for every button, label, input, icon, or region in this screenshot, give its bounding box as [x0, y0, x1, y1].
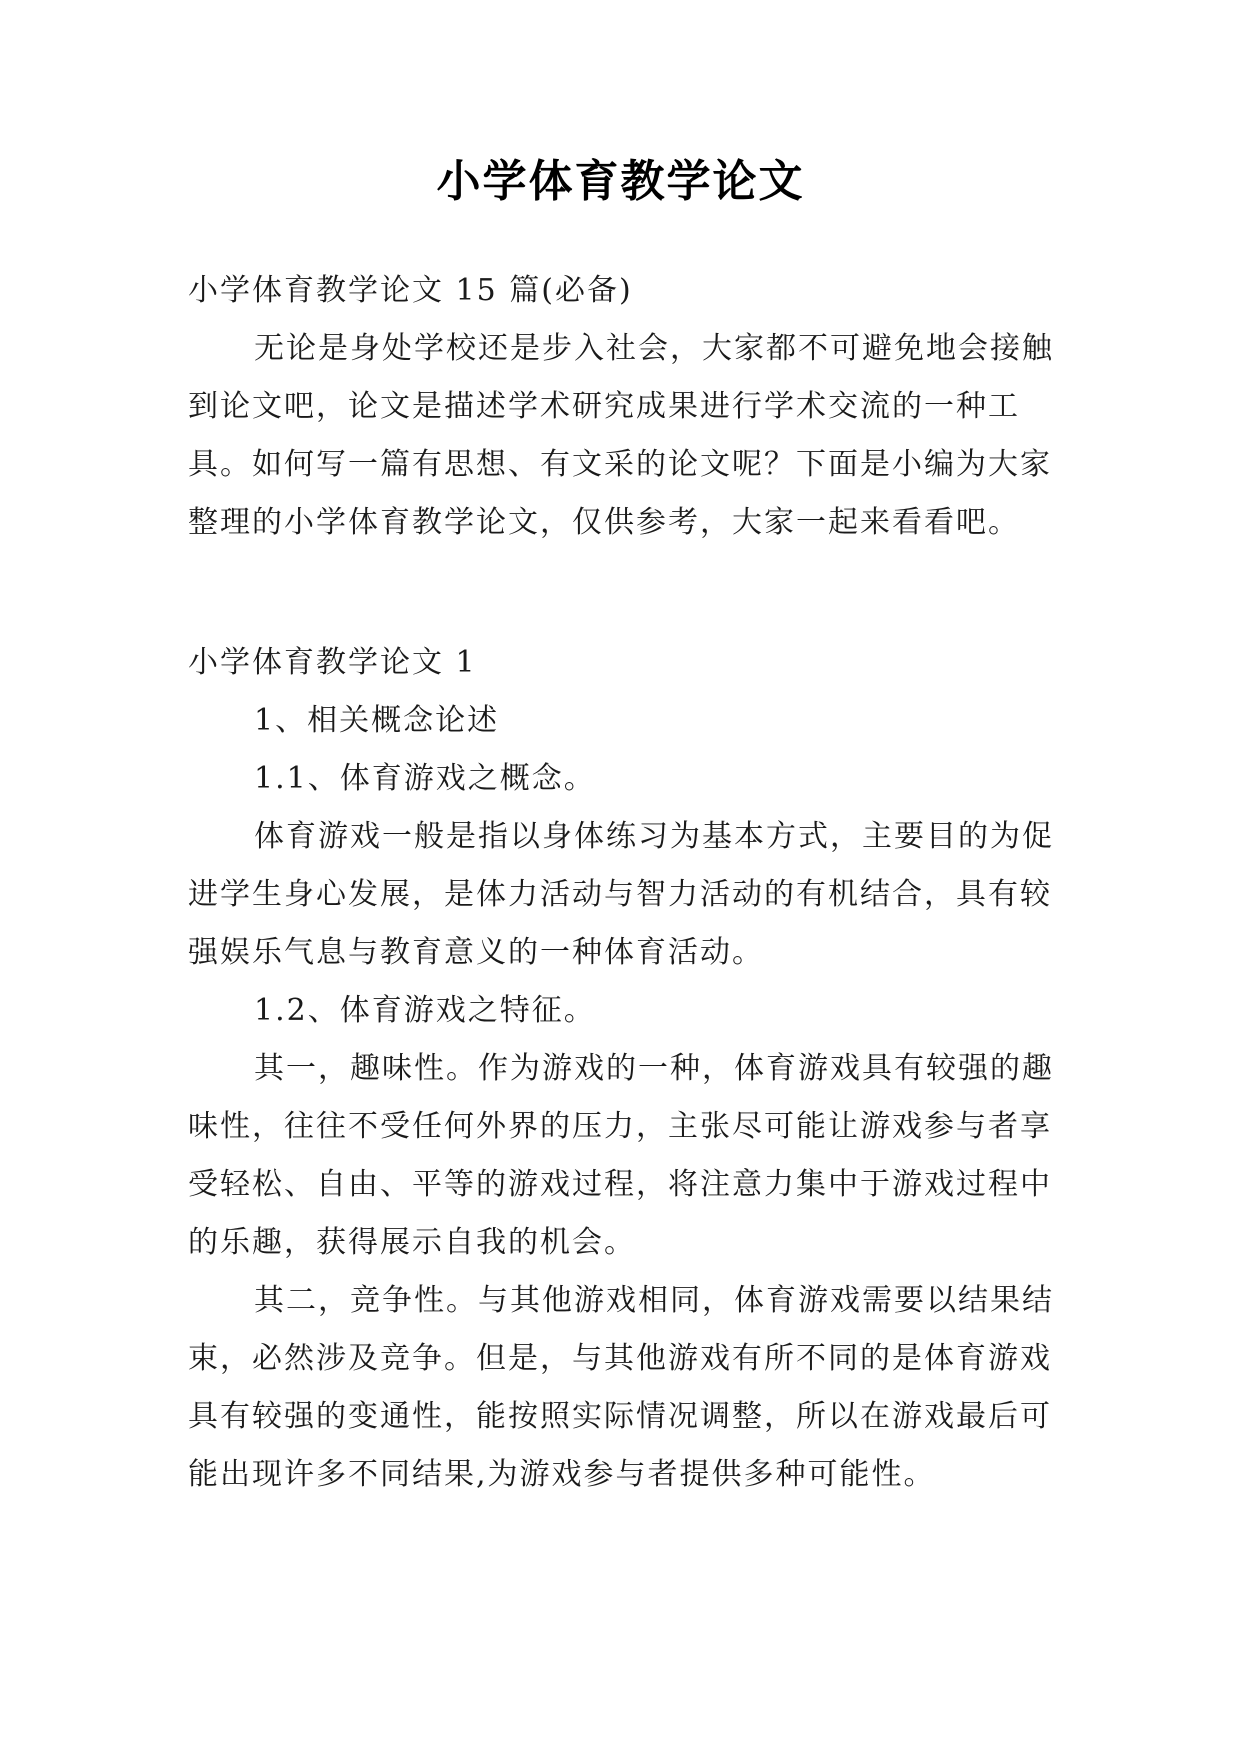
subheading-1-1: 1.1、体育游戏之概念。	[254, 761, 596, 796]
document-subtitle: 小学体育教学论文 15 篇(必备)	[188, 273, 633, 308]
section-heading: 小学体育教学论文 1	[188, 645, 477, 680]
paragraph-competition: 其二，竞争性。与其他游戏相同，体育游戏需要以结果结束，必然涉及竞争。但是，与其他游戏有所不同的是体育游戏具有较强的变通性，能按照实际情况调整，所以在游戏最后可能出现许多不同结果,为游戏参与者提供多种可能性。	[188, 1283, 1054, 1492]
paragraph-game-concept: 体育游戏一般是指以身体练习为基本方式，主要目的为促进学生身心发展，是体力活动与智力活动的有机结合，具有较强娱乐气息与教育意义的一种体育活动。	[188, 819, 1054, 970]
paragraph-fun: 其一，趣味性。作为游戏的一种，体育游戏具有较强的趣味性，往往不受任何外界的压力，主张尽可能让游戏参与者享受轻松、自由、平等的游戏过程，将注意力集中于游戏过程中的乐趣，获得展示自我的机会。	[188, 1051, 1054, 1260]
document-body	[188, 262, 1066, 1504]
section-spacer	[188, 552, 1066, 634]
intro-paragraph: 无论是身处学校还是步入社会，大家都不可避免地会接触到论文吧，论文是描述学术研究成果进行学术交流的一种工具。如何写一篇有思想、有文采的论文呢？下面是小编为大家整理的小学体育教学论文，仅供参考，大家一起来看看吧。	[188, 331, 1054, 540]
subheading-1: 1、相关概念论述	[254, 703, 500, 738]
subheading-1-2: 1.2、体育游戏之特征。	[254, 993, 596, 1028]
document-title: 小学体育教学论文	[436, 156, 805, 207]
